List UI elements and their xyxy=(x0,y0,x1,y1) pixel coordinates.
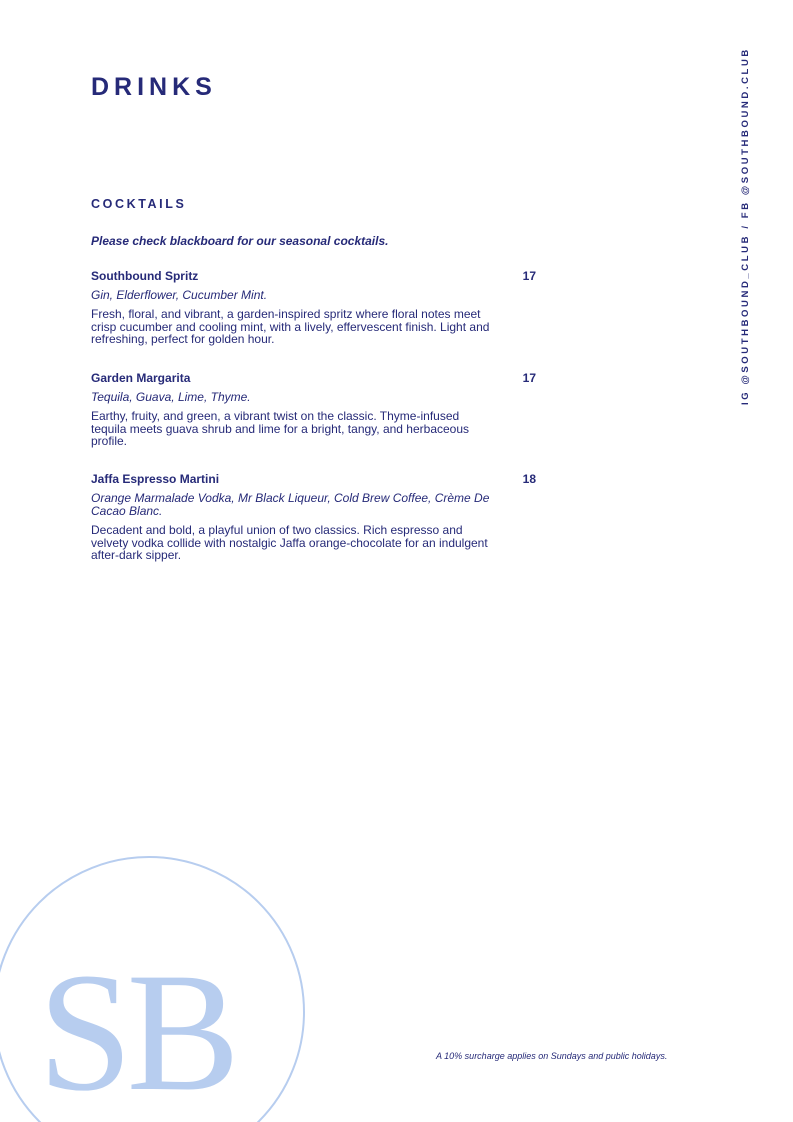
item-description: Fresh, floral, and vibrant, a garden-inspired spritz where floral notes meet crisp cucumber and cooling mint, with a lively, effervescent finish. Light and refreshing, perfect for golden hour. xyxy=(91,307,490,346)
item-description: Earthy, fruity, and green, a vibrant twist on the classic. Thyme-infused tequila meets guava shrub and lime for a bright, tangy, and herbaceous profile. xyxy=(91,409,470,448)
item-name: Southbound Spritz xyxy=(91,269,199,283)
logo-monogram: SB xyxy=(38,938,234,1122)
section-heading-cocktails: COCKTAILS xyxy=(91,197,187,211)
item-description: Decadent and bold, a playful union of two classics. Rich espresso and velvety vodka collide with nostalgic Jaffa orange-chocolate for an indulgent after-dark sipper. xyxy=(91,523,488,562)
sb-logo xyxy=(0,0,320,1122)
item-name: Garden Margarita xyxy=(91,371,191,385)
item-ingredients: Tequila, Guava, Lime, Thyme. xyxy=(91,390,251,404)
item-price: 17 xyxy=(522,269,536,283)
item-ingredients: Orange Marmalade Vodka, Mr Black Liqueur, Cold Brew Coffee, Crème De Cacao Blanc. xyxy=(91,491,490,518)
item-ingredients: Gin, Elderflower, Cucumber Mint. xyxy=(91,288,268,302)
surcharge-note: A 10% surcharge applies on Sundays and public holidays. xyxy=(436,1051,668,1061)
seasonal-note: Please check blackboard for our seasonal cocktails. xyxy=(91,234,389,248)
item-price: 18 xyxy=(522,472,536,486)
page-title: DRINKS xyxy=(91,73,217,101)
item-price: 17 xyxy=(522,371,536,385)
social-handles: IG @SOUTHBOUND_CLUB / FB @SOUTHBOUND.CLUB xyxy=(740,47,751,405)
item-name: Jaffa Espresso Martini xyxy=(91,472,220,486)
